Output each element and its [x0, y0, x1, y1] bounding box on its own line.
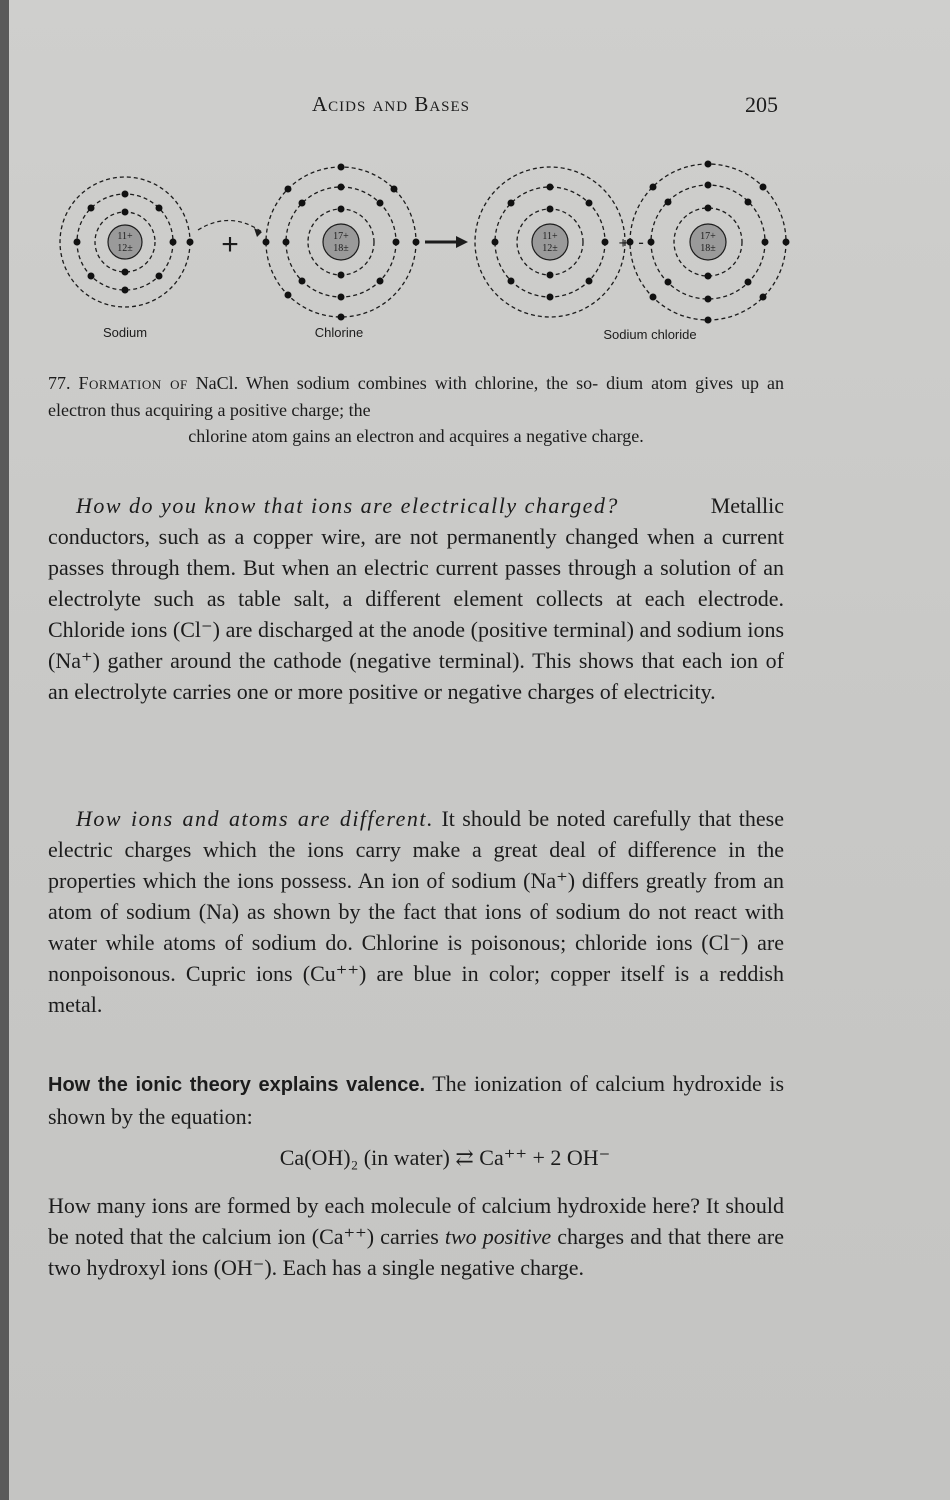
atom-diagram [40, 150, 810, 360]
paragraph-valence [48, 1068, 784, 1132]
paragraph-body: The ionization of calcium hydroxide is shown by the equation: [48, 1071, 785, 1129]
paragraph-ions-atoms [48, 803, 784, 1020]
sodium-protons: 11+ [117, 231, 133, 242]
figure-title: Formation of [78, 373, 188, 393]
ion-plus-sign: + [618, 235, 628, 252]
paragraph-body: Metallic conductors, such as a copper wire, are not permanently changed when a current passes through them. But when an electric current passes through a solution of an electrolyte such as table salt, a different element collects at each electrode. Chloride ions (Cl⁻) are discharged at the anode (positive terminal) and sodium ions (Na⁺) gather around the cathode (negative terminal). This shows that each ion of an electrolyte carries one or more positive or negative charges of electricity. [48, 493, 784, 704]
figure-number: 77. [48, 373, 71, 393]
plus-sign: + [221, 228, 239, 261]
nacl-sodium-nucleus [532, 224, 568, 260]
paragraph-heading: How ions and atoms are different. [76, 806, 435, 831]
ionization-equation: Ca(OH)₂ (in water) ⇄ Ca⁺⁺ + 2 OH⁻ [279, 1145, 611, 1170]
chlorine-nucleus [323, 224, 359, 260]
ion-minus-sign: - [638, 234, 644, 251]
page-number: 205 [745, 92, 778, 117]
caption-line3: chlorine atom gains an electron and acquires a negative charge. [188, 426, 644, 446]
nacl-sodium-neutrons: 12± [542, 243, 558, 254]
caption-line2: dium atom gives up an electron thus acquiring a positive charge; the [48, 373, 785, 420]
figure-caption [48, 370, 784, 450]
paragraph-body-part1: How many ions are formed by each molecule of calcium hydroxide here? It should be noted that the calcium ion (Ca⁺⁺) carries [48, 1193, 784, 1249]
chlorine-label: Chlorine [314, 325, 364, 340]
paragraph-heading: How the ionic theory explains valence. [48, 1074, 426, 1096]
sodium-chloride-label: Sodium chloride [603, 327, 697, 342]
caption-line1: NaCl. When sodium combines with chlorine, the so- [195, 373, 599, 393]
sodium-label: Sodium [102, 325, 148, 340]
page-header [0, 92, 950, 126]
chlorine-neutrons: 18± [333, 243, 349, 254]
chlorine-protons: 17+ [333, 231, 349, 242]
atom-diagram-figure [40, 150, 810, 360]
sodium-neutrons: 12± [117, 243, 133, 254]
running-head: Acids and Bases [312, 92, 471, 116]
page-edge-shadow [0, 0, 9, 1500]
nacl-sodium-protons: 11+ [542, 231, 558, 242]
paragraph-body-part2: charges and that there are two hydroxyl ions (OH⁻). Each has a single negative charge. [48, 1224, 785, 1280]
reaction-arrow-head [456, 236, 468, 248]
paragraph-ions-charged [48, 490, 784, 707]
paragraph-calcium-ions [48, 1190, 784, 1283]
equation-block [0, 1145, 950, 1171]
paragraph-emphasis: two positive [444, 1224, 552, 1249]
nacl-chlorine-protons: 17+ [700, 231, 716, 242]
paragraph-body: It should be noted carefully that these electric charges which the ions carry make a great deal of difference in the properties which the ions possess. An ion of sodium (Na⁺) differs greatly from an atom of sodium (Na) as shown by the fact that ions of sodium do not react with water while atoms of sodium do. Chlorine is poisonous; chloride ions (Cl⁻) are nonpoisonous. Cupric ions (Cu⁺⁺) are blue in color; copper itself is a reddish metal. [48, 806, 785, 1017]
nacl-chlorine-nucleus [690, 224, 726, 260]
paragraph-heading: How do you know that ions are electrically charged? [76, 493, 619, 518]
nacl-chlorine-neutrons: 18± [700, 243, 716, 254]
